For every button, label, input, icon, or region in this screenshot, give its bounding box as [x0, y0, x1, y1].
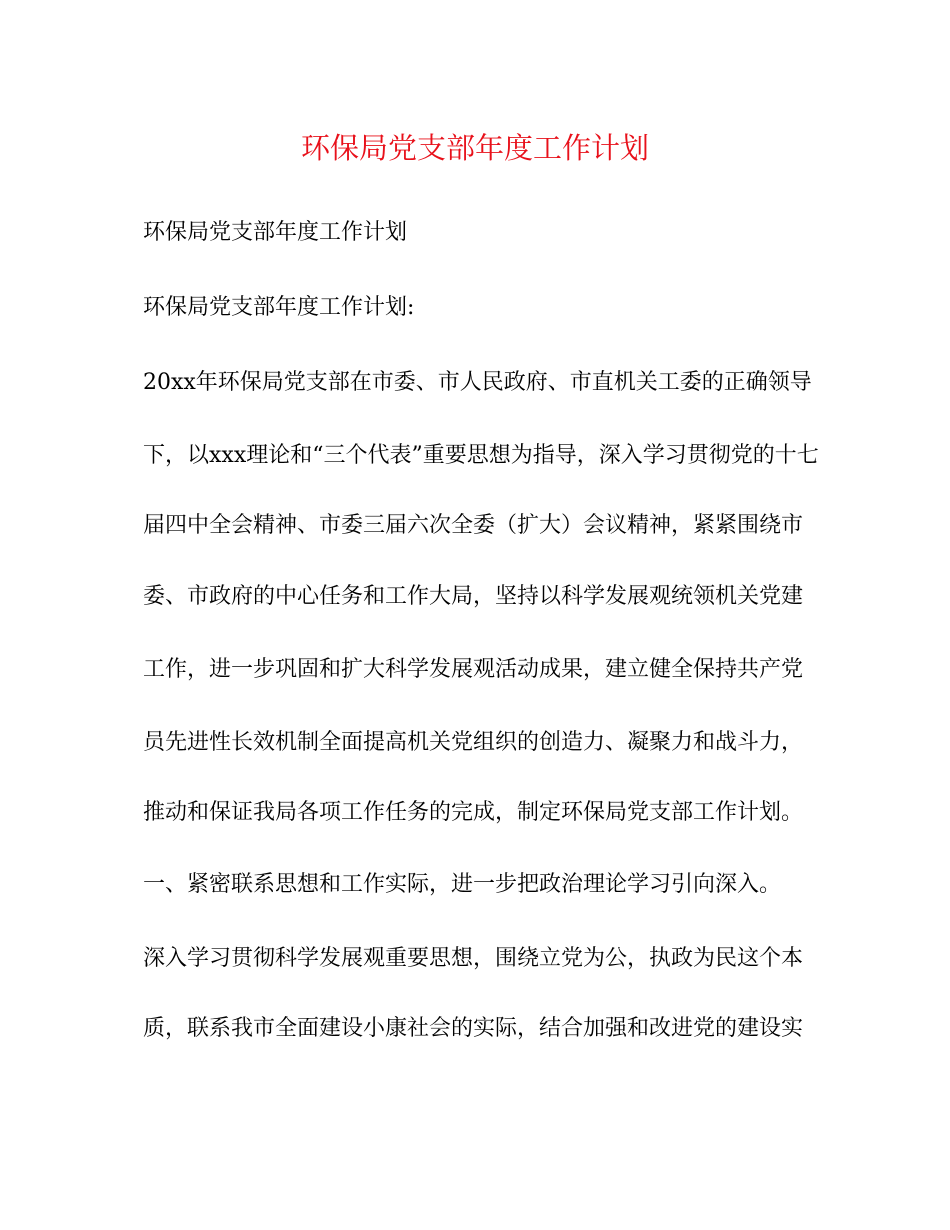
- body-line: 工作，进一步巩固和扩大科学发展观活动成果，建立健全保持共产党: [143, 657, 804, 682]
- body-line: 20xx年环保局党支部在市委、市人民政府、市直机关工委的正确领导: [143, 370, 812, 395]
- body-line: 委、市政府的中心任务和工作大局，坚持以科学发展观统领机关党建: [143, 584, 804, 609]
- body-line: 员先进性长效机制全面提高机关党组织的创造力、凝聚力和战斗力，: [143, 730, 804, 755]
- body-line: 深入学习贯彻科学发展观重要思想，围绕立党为公，执政为民这个本: [143, 946, 804, 971]
- body-line: 推动和保证我局各项工作任务的完成，制定环保局党支部工作计划。: [143, 800, 804, 825]
- body-line: 届四中全会精神、市委三届六次全委（扩大）会议精神，紧紧围绕市: [143, 513, 804, 538]
- body-line: 环保局党支部年度工作计划:: [143, 295, 415, 320]
- body-line: 下，以xxx理论和“三个代表”重要思想为指导，深入学习贯彻党的十七: [143, 443, 819, 468]
- body-line: 一、紧密联系思想和工作实际，进一步把政治理论学习引向深入。: [143, 872, 782, 897]
- body-line: 质，联系我市全面建设小康社会的实际，结合加强和改进党的建设实: [143, 1016, 804, 1041]
- body-line: 环保局党支部年度工作计划: [143, 220, 408, 245]
- document-title: 环保局党支部年度工作计划: [300, 131, 649, 165]
